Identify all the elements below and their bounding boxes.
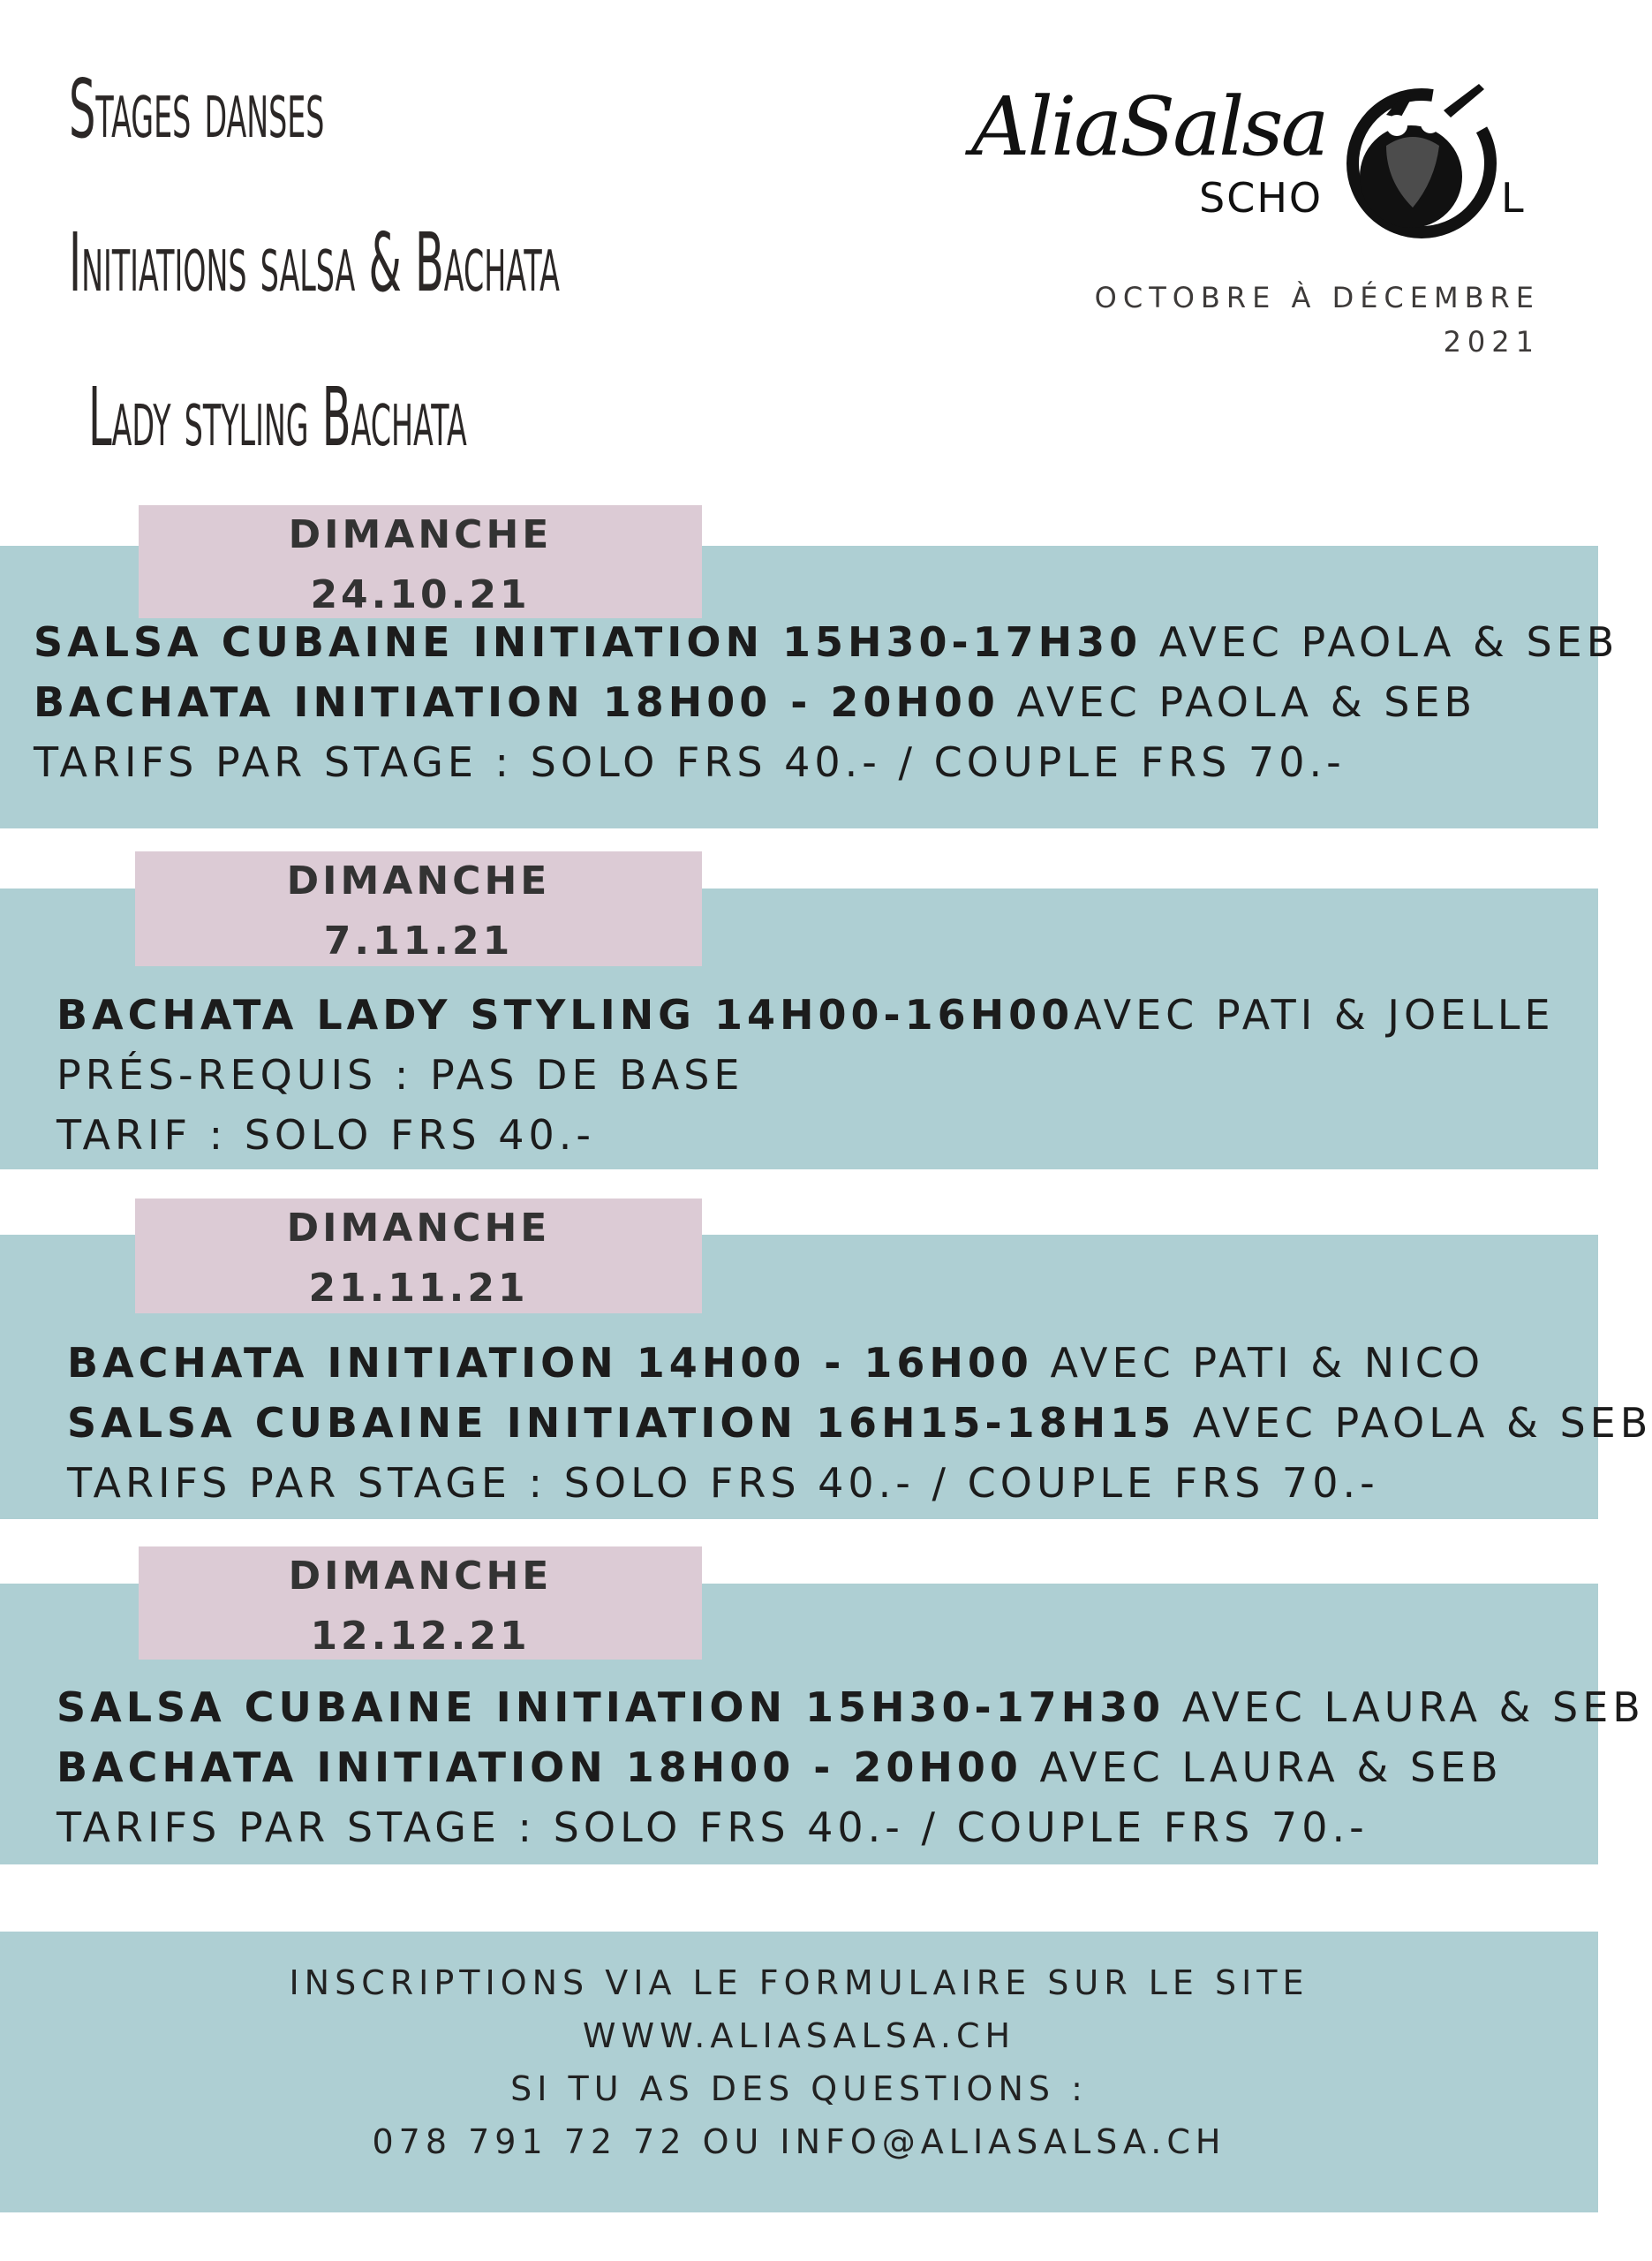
- session-3-line-1: [67, 1339, 1484, 1387]
- date-range-months: OCTOBRE À DÉCEMBRE: [1094, 281, 1540, 314]
- course-title: SALSA CUBAINE INITIATION 16H15-18H15: [67, 1399, 1176, 1447]
- footer-website-link[interactable]: WWW.ALIASALSA.CH: [582, 2016, 1016, 2055]
- date-range: [1095, 276, 1540, 364]
- logo-brand-text: AliaSalsa: [971, 79, 1327, 174]
- title-line-3: Lady styling Bachata: [88, 370, 467, 465]
- session-day-box-4: [139, 1546, 702, 1660]
- course-title: SALSA CUBAINE INITIATION 15H30-17H30: [34, 618, 1143, 666]
- session-day-box-1: [139, 505, 702, 618]
- footer-contact-line: 078 791 72 72 OU INFO@ALIASALSA.CH: [372, 2122, 1226, 2161]
- session-date: 21.11.21: [308, 1266, 529, 1311]
- session-4-line-2: [57, 1743, 1503, 1791]
- session-4-line-1: [57, 1683, 1645, 1731]
- logo-sub-end-text: L: [1501, 174, 1524, 222]
- footer-registration-text: INSCRIPTIONS VIA LE FORMULAIRE SUR LE SITE: [289, 1963, 1309, 2002]
- aliasalsa-logo: [971, 62, 1545, 265]
- footer-contact: [0, 1932, 1598, 2212]
- title-line-1: Stages danses: [69, 62, 325, 156]
- pricing-text: TARIF : SOLO FRS 40.-: [57, 1111, 595, 1159]
- session-day-box-2: [135, 851, 702, 966]
- session-date: 12.12.21: [310, 1614, 531, 1659]
- session-2-line-2: [57, 1051, 743, 1099]
- session-3-line-2: [67, 1399, 1652, 1447]
- course-teachers: AVEC PAOLA & SEB: [1142, 618, 1619, 666]
- session-date: 7.11.21: [323, 919, 514, 964]
- session-1-line-2: [34, 678, 1476, 726]
- session-day-box-3: [135, 1199, 702, 1313]
- course-title: BACHATA LADY STYLING 14H00-16H00: [57, 991, 1075, 1039]
- dancing-couple-circle-icon: [1353, 84, 1490, 232]
- course-teachers: AVEC PATI & JOELLE: [1074, 991, 1555, 1039]
- course-teachers: AVEC PAOLA & SEB: [1175, 1399, 1652, 1447]
- course-teachers: AVEC LAURA & SEB: [1165, 1683, 1645, 1731]
- course-teachers: AVEC LAURA & SEB: [1022, 1743, 1503, 1791]
- session-2-line-1: [57, 991, 1555, 1039]
- pricing-text: TARIFS PAR STAGE : SOLO FRS 40.- / COUPLE FRS 70.-: [67, 1459, 1379, 1507]
- course-title: BACHATA INITIATION 14H00 - 16H00: [67, 1339, 1033, 1387]
- pricing-text: TARIFS PAR STAGE : SOLO FRS 40.- / COUPLE FRS 70.-: [34, 738, 1346, 786]
- session-1-line-1: [34, 618, 1618, 666]
- course-title: BACHATA INITIATION 18H00 - 20H00: [34, 678, 999, 726]
- session-4-line-3: [57, 1804, 1369, 1851]
- date-range-year: 2021: [1443, 325, 1540, 359]
- course-title: SALSA CUBAINE INITIATION 15H30-17H30: [57, 1683, 1165, 1731]
- title-line-2: Initiations salsa & Bachata: [69, 216, 560, 310]
- session-day: DIMANCHE: [286, 858, 551, 904]
- session-3-line-3: [67, 1459, 1379, 1507]
- course-title: BACHATA INITIATION 18H00 - 20H00: [57, 1743, 1022, 1791]
- session-date: 24.10.21: [310, 572, 531, 617]
- logo-sub-text: SCHO: [1199, 174, 1324, 222]
- prerequisite-text: PRÉS-REQUIS : PAS DE BASE: [57, 1051, 744, 1099]
- session-day: DIMANCHE: [286, 1206, 551, 1251]
- session-day: DIMANCHE: [288, 512, 553, 557]
- course-teachers: AVEC PAOLA & SEB: [999, 678, 1477, 726]
- session-2-line-3: [57, 1111, 595, 1159]
- session-day: DIMANCHE: [288, 1554, 553, 1599]
- course-teachers: AVEC PATI & NICO: [1032, 1339, 1485, 1387]
- footer-questions-text: SI TU AS DES QUESTIONS :: [510, 2069, 1088, 2108]
- session-1-line-3: [34, 738, 1346, 786]
- pricing-text: TARIFS PAR STAGE : SOLO FRS 40.- / COUPLE FRS 70.-: [57, 1804, 1369, 1851]
